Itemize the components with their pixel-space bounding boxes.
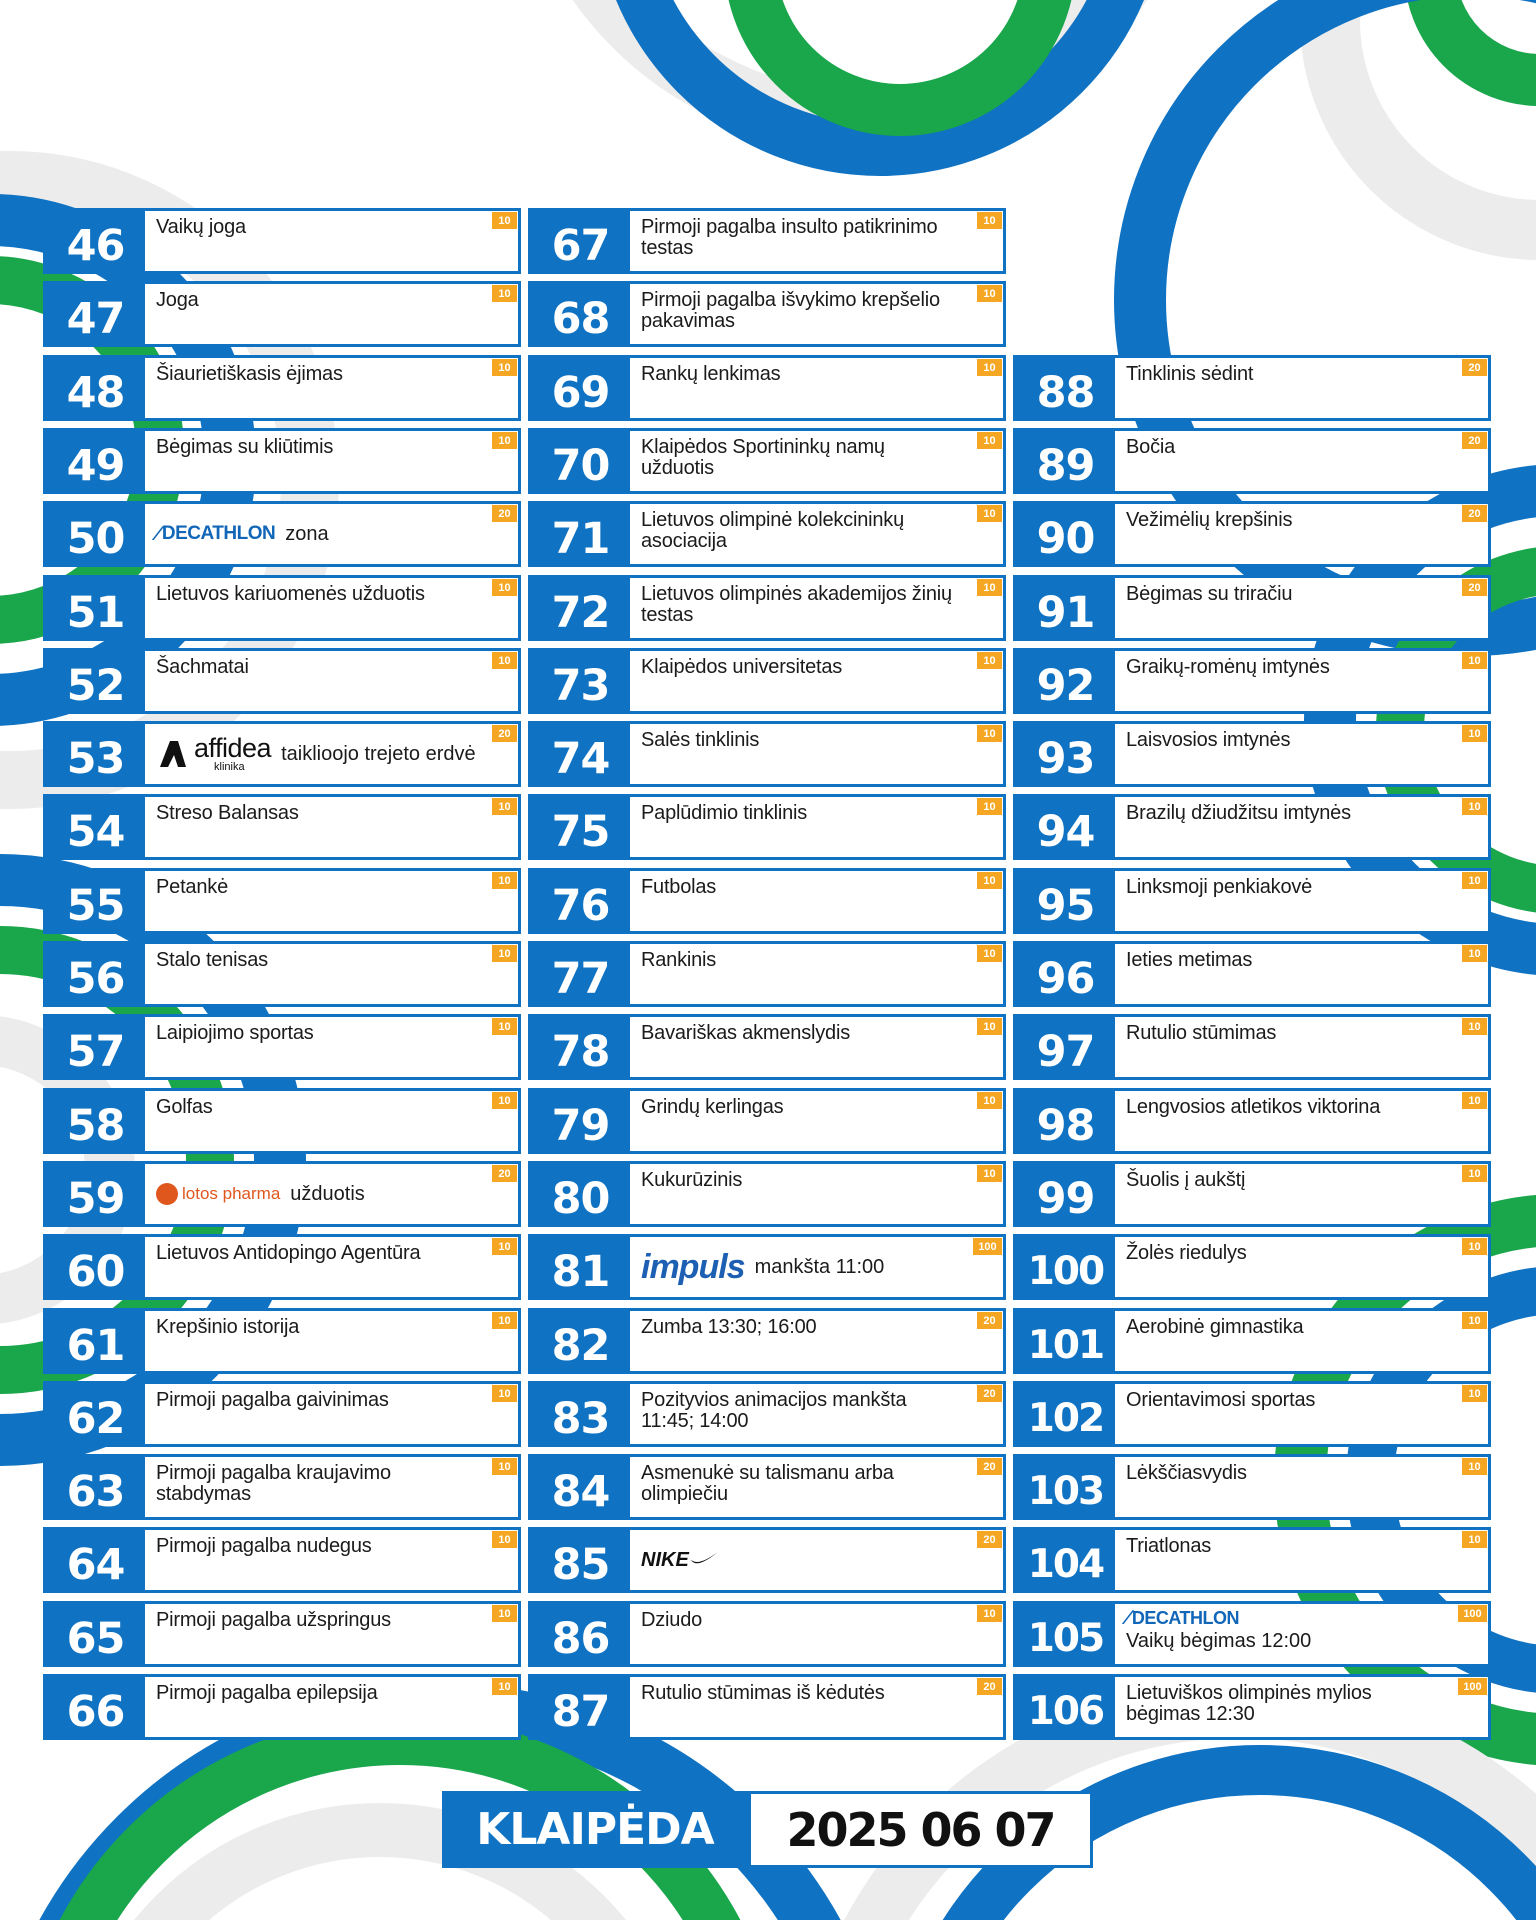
station-card [43,575,521,641]
points-badge: 10 [492,285,517,302]
station-card [43,501,521,567]
station-card [528,1674,1006,1740]
station-number: 69 [531,358,630,418]
nike-logo [641,1548,719,1572]
station-card [43,648,521,714]
station-card [1013,1234,1491,1300]
station-number: 77 [531,944,630,1004]
station-number: 60 [46,1237,145,1297]
points-badge: 10 [1462,1531,1487,1548]
points-badge: 10 [492,1018,517,1035]
points-badge: 10 [977,725,1002,742]
station-card [528,1308,1006,1374]
event-footer [442,1791,1093,1868]
station-number: 54 [46,797,145,857]
points-badge: 10 [492,1531,517,1548]
station-name: Pirmoji pagalba kraujavimo stabdymas [156,1462,391,1505]
points-badge: 20 [977,1458,1002,1475]
station-name: Šachmatai [156,656,249,678]
station-name: Triatlonas [1126,1535,1212,1557]
points-badge: 10 [977,1165,1002,1182]
station-name: Bėgimas su triračiu [1126,583,1293,605]
station-name: Pirmoji pagalba epilepsija [156,1682,378,1704]
station-number: 57 [46,1017,145,1077]
station-card [528,648,1006,714]
station-number: 86 [531,1604,630,1664]
station-name: Šiaurietiškasis ėjimas [156,363,343,385]
station-card [43,208,521,274]
station-card [43,355,521,421]
points-badge: 100 [1458,1605,1487,1622]
lotos-flower-icon [156,1183,178,1205]
points-badge: 10 [977,798,1002,815]
station-name: Šuolis į aukštį [1126,1169,1246,1191]
points-badge: 10 [1462,1092,1487,1109]
points-badge: 10 [492,872,517,889]
decathlon-mark-icon: ∕ [156,522,159,545]
station-card [528,1601,1006,1667]
points-badge: 20 [977,1312,1002,1329]
station-name: zona [285,522,329,545]
station-number: 55 [46,871,145,931]
station-card [528,1527,1006,1593]
points-badge: 10 [492,1312,517,1329]
station-number: 105 [1016,1604,1115,1664]
station-card [528,428,1006,494]
points-badge: 20 [492,725,517,742]
station-brand-row [156,732,476,776]
station-name: Asmenukė su talismanu arba olimpiečiu [641,1462,894,1505]
station-number: 53 [46,724,145,784]
station-card [1013,1674,1491,1740]
station-card [528,208,1006,274]
event-date: 2025 06 07 [748,1791,1093,1868]
station-number: 71 [531,504,630,564]
station-name: Pirmoji pagalba užspringus [156,1609,391,1631]
points-badge: 10 [977,579,1002,596]
station-name: Lengvosios atletikos viktorina [1126,1096,1381,1118]
affidea-wordmark [194,735,271,773]
station-card [528,868,1006,934]
station-card [528,941,1006,1007]
station-number: 97 [1016,1017,1115,1077]
station-card [1013,1308,1491,1374]
station-card [528,1161,1006,1227]
station-name: Lietuvos olimpinė kolekcininkų asociacija [641,509,905,552]
station-card [43,721,521,787]
station-number: 58 [46,1091,145,1151]
points-badge: 10 [977,1605,1002,1622]
points-badge: 10 [492,579,517,596]
station-number: 85 [531,1530,630,1590]
station-number: 92 [1016,651,1115,711]
affidea-name: affidea [194,733,272,763]
station-name: Salės tinklinis [641,729,760,751]
station-number: 95 [1016,871,1115,931]
points-badge: 100 [973,1238,1002,1255]
station-brand-row [641,1245,884,1289]
station-name: taiklioojo trejeto erdvė [281,742,476,765]
station-card [1013,1381,1491,1447]
station-name: Klaipėdos universitetas [641,656,843,678]
station-card [1013,428,1491,494]
station-name: Golfas [156,1096,213,1118]
station-name: Grindų kerlingas [641,1096,784,1118]
station-card [43,1674,521,1740]
station-name: Kukurūzinis [641,1169,743,1191]
points-badge: 10 [977,872,1002,889]
station-name: Bočia [1126,436,1176,458]
station-name: Laisvosios imtynės [1126,729,1291,751]
station-number: 46 [46,211,145,271]
station-number: 65 [46,1604,145,1664]
points-badge: 20 [492,505,517,522]
station-card [1013,1527,1491,1593]
points-badge: 20 [1462,359,1487,376]
points-badge: 10 [1462,725,1487,742]
station-card [43,1601,521,1667]
station-card [43,941,521,1007]
points-badge: 10 [492,1385,517,1402]
station-card [1013,941,1491,1007]
station-card [43,428,521,494]
station-name: Pirmoji pagalba insulto patikrinimo testas [641,216,938,259]
station-card [1013,1161,1491,1227]
station-number: 48 [46,358,145,418]
station-card [1013,868,1491,934]
points-badge: 10 [1462,1018,1487,1035]
points-badge: 10 [492,432,517,449]
points-badge: 10 [492,1458,517,1475]
station-brand-row [156,512,329,556]
station-card [528,1381,1006,1447]
station-card [43,1088,521,1154]
station-card [1013,1601,1491,1667]
station-card [43,794,521,860]
points-badge: 10 [492,359,517,376]
station-name: Pirmoji pagalba išvykimo krepšelio pakavimas [641,289,940,332]
station-name: Lietuviškos olimpinės mylios bėgimas 12:30 [1126,1682,1372,1725]
station-card [1013,501,1491,567]
station-number: 91 [1016,578,1115,638]
station-card [1013,1014,1491,1080]
station-card [43,1381,521,1447]
station-number: 66 [46,1677,145,1737]
station-number: 50 [46,504,145,564]
station-card [528,355,1006,421]
points-badge: 10 [977,505,1002,522]
affidea-mark-icon [156,737,190,771]
station-number: 64 [46,1530,145,1590]
station-number: 56 [46,944,145,1004]
station-name: Krepšinio istorija [156,1316,300,1338]
station-name: Rankų lenkimas [641,363,781,385]
points-badge: 10 [492,1678,517,1695]
station-number: 103 [1016,1457,1115,1517]
decathlon-wordmark: DECATHLON [1131,1608,1239,1628]
station-name: Žolės riedulys [1126,1242,1247,1264]
station-card [43,1527,521,1593]
decathlon-mark-icon: ∕ [1126,1607,1129,1629]
station-name: Zumba 13:30; 16:00 [641,1316,817,1338]
station-number: 88 [1016,358,1115,418]
station-number: 101 [1016,1311,1115,1371]
station-number: 96 [1016,944,1115,1004]
station-name: mankšta 11:00 [754,1255,885,1278]
station-brand-row [641,1538,719,1582]
points-badge: 10 [977,945,1002,962]
station-card [1013,1088,1491,1154]
station-card [43,868,521,934]
points-badge: 10 [492,212,517,229]
city-label: KLAIPĖDA [442,1791,748,1868]
station-name: užduotis [290,1182,365,1205]
points-badge: 10 [1462,872,1487,889]
station-name: Vežimėlių krepšinis [1126,509,1293,531]
station-number: 79 [531,1091,630,1151]
affidea-logo [156,735,271,773]
station-number: 70 [531,431,630,491]
points-badge: 20 [977,1678,1002,1695]
station-name: Bavariškas akmenslydis [641,1022,851,1044]
station-name: Paplūdimio tinklinis [641,802,808,824]
points-badge: 20 [977,1531,1002,1548]
points-badge: 10 [492,798,517,815]
station-number: 49 [46,431,145,491]
points-badge: 20 [492,1165,517,1182]
station-number: 76 [531,871,630,931]
station-card [43,1454,521,1520]
station-number: 59 [46,1164,145,1224]
station-name: Streso Balansas [156,802,299,824]
lotos-pharma-logo [156,1183,280,1205]
station-number: 73 [531,651,630,711]
points-badge: 10 [977,212,1002,229]
station-number: 102 [1016,1384,1115,1444]
station-name: Linksmoji penkiakovė [1126,876,1313,898]
points-badge: 10 [1462,1312,1487,1329]
station-number: 80 [531,1164,630,1224]
station-number: 81 [531,1237,630,1297]
station-number: 83 [531,1384,630,1444]
station-card [528,1454,1006,1520]
points-badge: 10 [1462,1238,1487,1255]
station-name: Dziudo [641,1609,703,1631]
station-name: Vaikų bėgimas 12:00 [1126,1630,1312,1652]
station-card [1013,648,1491,714]
points-badge: 10 [492,945,517,962]
station-name: Petankė [156,876,228,898]
station-number: 84 [531,1457,630,1517]
station-name: Rutulio stūmimas [1126,1022,1277,1044]
station-name: Lietuvos Antidopingo Agentūra [156,1242,421,1264]
decathlon-logo [156,523,275,546]
points-badge: 10 [492,1238,517,1255]
points-badge: 10 [492,1605,517,1622]
nike-wordmark: NIKE [641,1548,689,1571]
points-badge: 10 [977,285,1002,302]
points-badge: 20 [1462,432,1487,449]
station-number: 82 [531,1311,630,1371]
points-badge: 10 [977,432,1002,449]
station-card [528,281,1006,347]
station-name: Orientavimosi sportas [1126,1389,1316,1411]
station-name: Tinklinis sėdint [1126,363,1254,385]
station-card [528,1014,1006,1080]
station-card [528,575,1006,641]
station-name: Ieties metimas [1126,949,1253,971]
station-name: Lėkščiasvydis [1126,1462,1247,1484]
station-name: Pozityvios animacijos mankšta 11:45; 14:00 [641,1389,907,1432]
station-number: 87 [531,1677,630,1737]
points-badge: 10 [1462,945,1487,962]
station-card [43,281,521,347]
station-card [528,501,1006,567]
station-number: 94 [1016,797,1115,857]
station-number: 93 [1016,724,1115,784]
points-badge: 20 [977,1385,1002,1402]
points-badge: 20 [1462,505,1487,522]
station-name: Lietuvos kariuomenės užduotis [156,583,425,605]
station-name: Lietuvos olimpinės akademijos žinių testas [641,583,952,626]
station-name: Aerobinė gimnastika [1126,1316,1304,1338]
station-number: 100 [1016,1237,1115,1297]
station-number: 52 [46,651,145,711]
points-badge: 20 [1462,579,1487,596]
station-card [43,1014,521,1080]
station-card [1013,575,1491,641]
station-number: 67 [531,211,630,271]
station-number: 89 [1016,431,1115,491]
station-name: Pirmoji pagalba gaivinimas [156,1389,389,1411]
station-brand-row [156,1172,365,1216]
station-number: 99 [1016,1164,1115,1224]
station-number: 62 [46,1384,145,1444]
decathlon-logo [1126,1607,1311,1630]
station-card [1013,794,1491,860]
station-name: Graikų-romėnų imtynės [1126,656,1330,678]
station-number: 78 [531,1017,630,1077]
station-name: Brazilų džiudžitsu imtynės [1126,802,1351,824]
station-name: Rankinis [641,949,717,971]
affidea-subtitle: klinika [214,761,245,773]
station-card [1013,355,1491,421]
station-number: 90 [1016,504,1115,564]
points-badge: 10 [977,652,1002,669]
station-name: Futbolas [641,876,717,898]
station-card [528,721,1006,787]
station-name: Laipiojimo sportas [156,1022,314,1044]
points-badge: 10 [1462,652,1487,669]
station-name: Stalo tenisas [156,949,268,971]
points-badge: 10 [1462,1165,1487,1182]
station-name: Joga [156,289,199,311]
lotos-wordmark: lotos pharma [182,1184,281,1203]
impuls-logo: impuls [641,1247,745,1286]
station-number: 47 [46,284,145,344]
station-name: Klaipėdos Sportininkų namų užduotis [641,436,885,479]
station-number: 61 [46,1311,145,1371]
decathlon-wordmark: DECATHLON [161,523,276,544]
station-name: Vaikų joga [156,216,246,238]
station-brand-stack [1126,1607,1311,1652]
station-name: Rutulio stūmimas iš kėdutės [641,1682,885,1704]
station-card [528,1234,1006,1300]
station-number: 72 [531,578,630,638]
station-card [43,1234,521,1300]
station-number: 68 [531,284,630,344]
station-card [43,1308,521,1374]
station-number: 74 [531,724,630,784]
points-badge: 10 [1462,798,1487,815]
points-badge: 10 [977,359,1002,376]
points-badge: 10 [1462,1458,1487,1475]
points-badge: 10 [1462,1385,1487,1402]
station-name: Bėgimas su kliūtimis [156,436,334,458]
station-card [528,794,1006,860]
station-card [528,1088,1006,1154]
station-number: 75 [531,797,630,857]
station-card [1013,1454,1491,1520]
points-badge: 100 [1458,1678,1487,1695]
points-badge: 10 [977,1092,1002,1109]
nike-swoosh-icon [689,1548,719,1572]
station-number: 104 [1016,1530,1115,1590]
station-number: 63 [46,1457,145,1517]
station-card [1013,721,1491,787]
station-number: 98 [1016,1091,1115,1151]
station-name: Pirmoji pagalba nudegus [156,1535,372,1557]
points-badge: 10 [492,1092,517,1109]
station-card [43,1161,521,1227]
station-number: 51 [46,578,145,638]
points-badge: 10 [492,652,517,669]
station-number: 106 [1016,1677,1115,1737]
points-badge: 10 [977,1018,1002,1035]
